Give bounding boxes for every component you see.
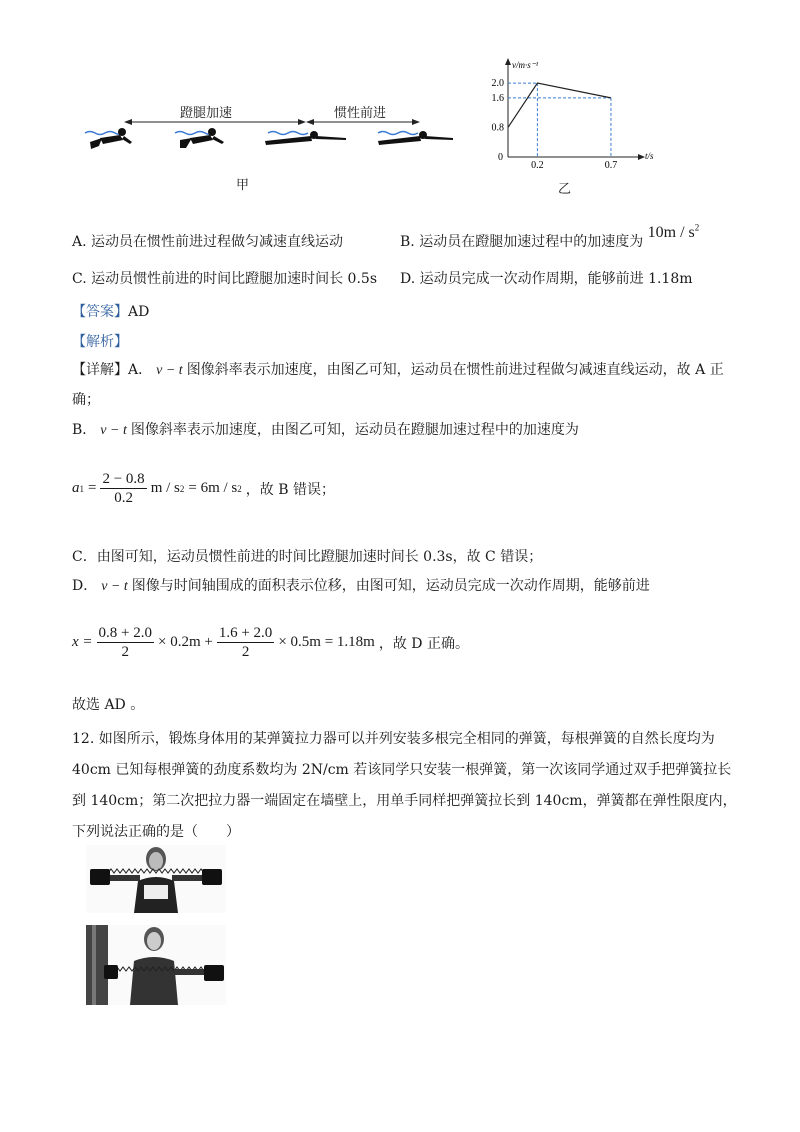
detail-a-cont: 确； [72, 392, 100, 408]
q12-line-2: 40cm 已知每根弹簧的劲度系数均为 2N/cm 若该同学只安装一根弹簧，第一次该同学通过双手把弹簧拉长 [72, 762, 732, 778]
photo-one-hand-wall-image [86, 925, 226, 1005]
detail-a-prefix: A． [128, 362, 153, 378]
vt-symbol-d: v − t [101, 579, 128, 594]
option-b [400, 222, 700, 250]
photo-two-hands-image [86, 845, 226, 913]
detail-d-text: 图像与时间轴围成的面积表示位移，由图可知，运动员完成一次动作周期，能够前进 [131, 578, 650, 594]
option-d: D. 运动员完成一次动作周期，能够前进 1.18m [400, 271, 693, 287]
x-tick-label: 0.2 [531, 160, 544, 171]
equation-1: a 1 = $\frac{2 - 0.8}{0.2}$ m / s 2 = 6m / s 2 ，故 B 错误； [72, 471, 335, 506]
answer-line [72, 301, 149, 321]
option-b-value [648, 224, 700, 241]
option-b-text: B. 运动员在蹬腿加速过程中的加速度为 [400, 234, 644, 250]
detail-b-prefix: B． [72, 422, 97, 438]
y-tick-label: 0.8 [491, 122, 504, 134]
label-kick: 蹬腿加速 [180, 106, 233, 121]
figure-yi [470, 60, 654, 197]
eq2-tail: ，故 D 正确。 [378, 635, 469, 652]
option-b-exp: 2 [694, 222, 700, 233]
photo-two-hands [86, 845, 226, 913]
eq1-num: 2 − 0.8 [102, 471, 145, 487]
eq2-fraction-1 [97, 624, 154, 661]
eq1-exp2: 2 [237, 483, 242, 494]
eq1-fraction [100, 470, 146, 507]
q12-line-4: 下列说法正确的是（ ） [72, 824, 240, 840]
eq1-rhs: = 6m / s [188, 480, 238, 496]
y-axis-label: v/m·s⁻¹ [512, 60, 539, 70]
eq2-fraction-2 [217, 624, 274, 661]
eq2-mid2: × 0.5m = 1.18m [278, 634, 375, 650]
caption-jia: 甲 [236, 178, 250, 193]
eq2-mid1: × 0.2m + [158, 634, 213, 650]
photo-one-hand-wall [86, 925, 226, 1005]
detail-b-text: 图像斜率表示加速度，由图乙可知，运动员在蹬腿加速过程中的加速度为 [130, 422, 579, 438]
eq1-lhs: a [72, 480, 80, 496]
eq1-tail: ，故 B 错误； [245, 481, 335, 498]
analysis-tag: 【解析】 [72, 334, 128, 350]
swimmer-diagram [80, 100, 460, 165]
option-a: A. 运动员在惯性前进过程做匀减速直线运动 [72, 234, 344, 250]
eq1-sub: 1 [79, 483, 84, 494]
q12-line-1: 12. 如图所示，锻炼身体用的某弹簧拉力器可以并列安装多根完全相同的弹簧，每根弹簧的自然长度均为 [72, 731, 715, 747]
answer-value: AD [128, 304, 150, 320]
q12-line-3: 到 140cm；第二次把拉力器一端固定在墙壁上，用单手同样把弹簧拉长到 140cm，弹簧都在弹性限度内， [72, 793, 737, 809]
y-axis-arrow [505, 58, 511, 65]
detail-a [72, 359, 724, 379]
eq1-den: 0.2 [114, 490, 133, 506]
x-axis-label: t/s [645, 151, 654, 161]
vt-chart [470, 60, 654, 175]
answer-tag: 【答案】 [72, 304, 128, 320]
detail-b [72, 419, 579, 439]
option-c: C. 运动员惯性前进的时间比蹬腿加速时间长 0.5s [72, 271, 378, 287]
eq2-den2: 2 [241, 644, 250, 660]
y-tick-label: 1.6 [491, 92, 504, 104]
caption-yi: 乙 [558, 182, 572, 197]
eq2-num1: 0.8 + 2.0 [98, 625, 152, 641]
eq2-lhs: x = [72, 634, 93, 650]
equation-2 [72, 624, 469, 661]
vt-symbol-a: v − t [156, 363, 183, 378]
detail-tag: 【详解】 [72, 362, 128, 378]
label-inertia: 惯性前进 [334, 106, 387, 121]
eq2-den1: 2 [121, 644, 130, 660]
vt-symbol-b: v − t [100, 423, 127, 438]
detail-d [72, 575, 650, 595]
x-axis-arrow [638, 154, 645, 160]
conclusion: 故选 AD 。 [72, 697, 145, 713]
velocity-line [508, 83, 611, 127]
figure-jia [80, 100, 460, 195]
detail-a-text: 图像斜率表示加速度，由图乙可知，运动员在惯性前进过程做匀减速直线运动，故 A 正 [186, 362, 724, 378]
y-tick-label: 2.0 [491, 78, 504, 90]
eq1-mid: m / s [150, 480, 180, 496]
option-b-unit: 10m / s [647, 224, 695, 241]
detail-d-prefix: D． [72, 578, 98, 594]
origin-label: 0 [498, 152, 503, 163]
eq1-exp1: 2 [179, 483, 185, 494]
detail-c: C．由图可知，运动员惯性前进的时间比蹬腿加速时间长 0.3s，故 C 错误； [72, 549, 543, 565]
x-tick-label: 0.7 [604, 160, 618, 171]
eq2-num2: 1.6 + 2.0 [218, 625, 273, 641]
